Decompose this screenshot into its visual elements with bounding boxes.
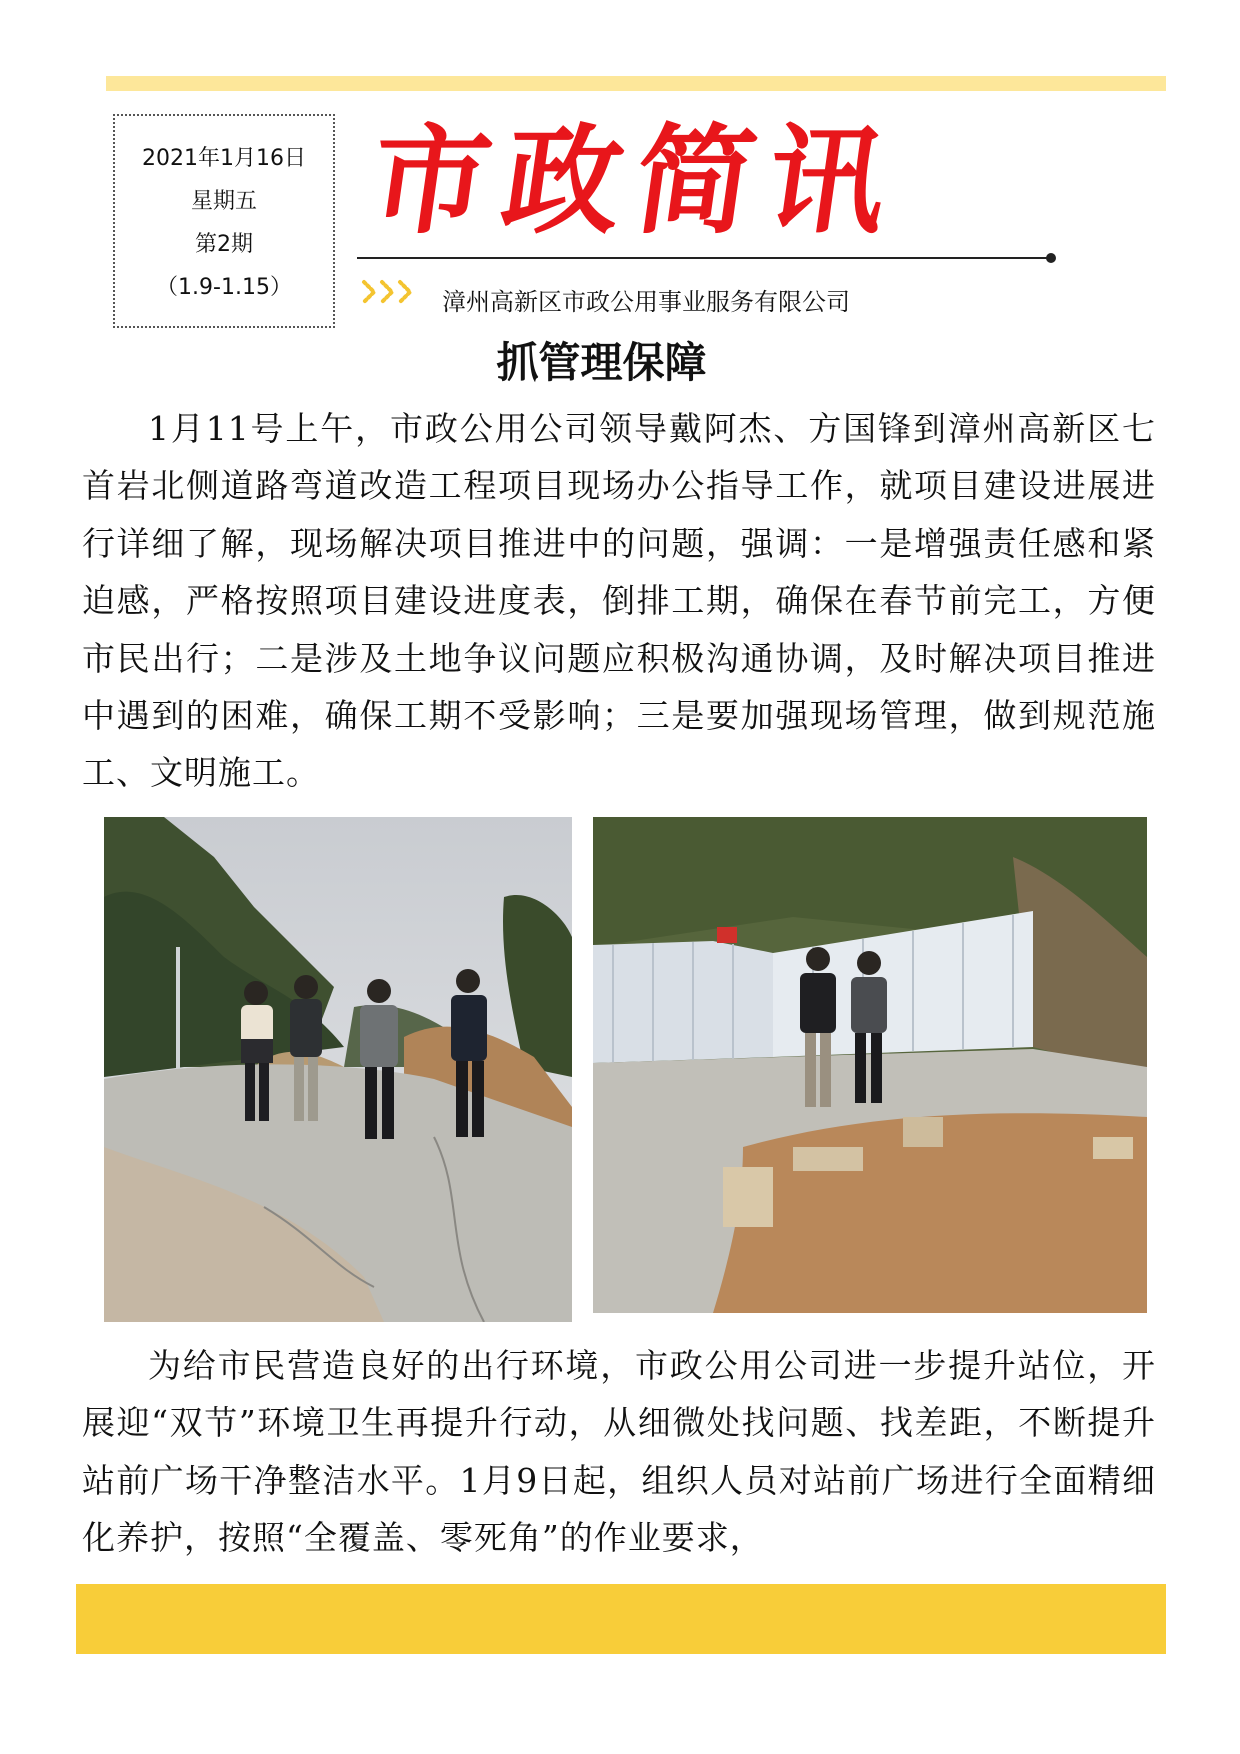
- masthead-title: 市政简讯: [362, 111, 910, 250]
- issue-number: 第2期: [195, 232, 253, 257]
- issue-period: （1.9-1.15）: [156, 275, 292, 300]
- site-photo-left: [104, 817, 572, 1322]
- triple-chevron-arrows-icon: [360, 276, 420, 308]
- site-photo-right: [593, 817, 1147, 1313]
- issue-info-box: [113, 114, 335, 328]
- bottom-decorative-bar: [76, 1584, 1166, 1654]
- article-paragraph-1: 1月11号上午，市政公用公司领导戴阿杰、方国锋到漳州高新区七首岩北侧道路弯道改造工程项目现场办公指导工作，就项目建设进展进行详细了解，现场解决项目推进中的问题，强调：一是增强责任感和紧迫感，严格按照项目建设进度表，倒排工期，确保在春节前完工，方便市民出行；二是涉及土地争议问题应积极沟通协调，及时解决项目推进中遇到的困难，确保工期不受影响；三是要加强现场管理，做到规范施工、文明施工。: [82, 409, 1156, 793]
- header-rule-dot: [1046, 253, 1056, 263]
- article-paragraph-2: 为给市民营造良好的出行环境，市政公用公司进一步提升站位，开展迎“双节”环境卫生再提升行动，从细微处找问题、找差距，不断提升站前广场干净整洁水平。1月9日起，组织人员对站前广场进行全面精细化养护，按照“全覆盖、零死角”的作业要求，: [82, 1346, 1156, 1558]
- issue-weekday: 星期五: [190, 189, 257, 214]
- issue-date: 2021年1月16日: [142, 146, 306, 171]
- header-rule: [357, 257, 1053, 259]
- company-name: 漳州高新区市政公用事业服务有限公司: [442, 288, 850, 316]
- article-headline: 抓管理保障: [496, 338, 707, 387]
- top-decorative-bar: [106, 76, 1166, 91]
